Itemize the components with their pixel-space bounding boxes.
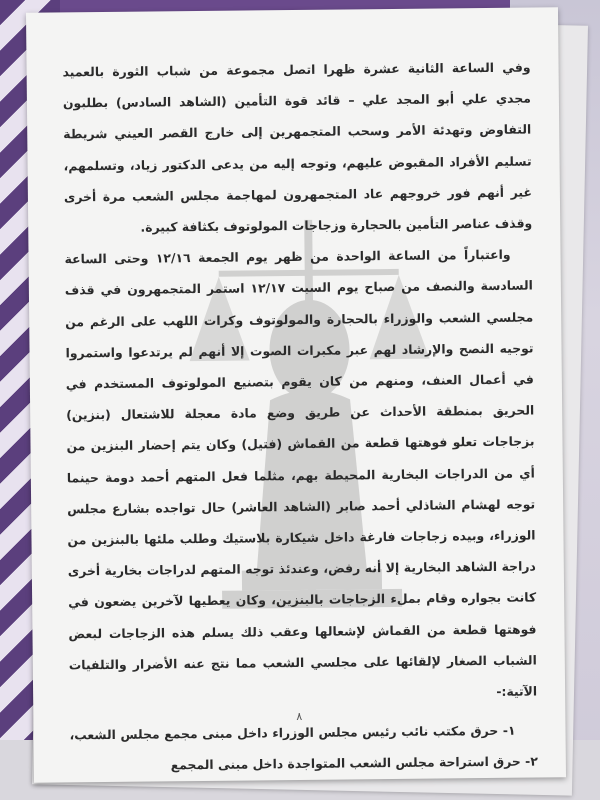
paragraph-1: وفي الساعة الثانية عشرة ظهرا اتصل مجموعة من شباب الثورة بالعميد مجدي علي أبو المجد علي – قائد قوة التأمين (الشاهد السادس) بطلبون التفاوض وتهدئة الأمر وسحب المتجمهرين إلى خارج القصر العيني شريطة تسليم الأفراد المقبوض عليهم، وتوجه إليه من يدعى الدكتور زياد، وتسلمهم، غير أنهم فور خروجهم عاد المتجمهرون لمهاجمة مجلس الشعب مرة أخرى وقذف عناصر التأمين بالحجارة وزجاجات المولوتوف بكثافة كبيرة. xyxy=(62,59,533,235)
paragraph-2: واعتباراً من الساعة الواحدة من ظهر يوم الجمعة ١٢/١٦ وحتى الساعة السادسة والنصف من صباح يوم السبت ١٢/١٧ استمر المتجمهرون في قذف مجلسي الشعب والوزراء بالحجارة والمولوتوف وكرات اللهب على الرغم من توجيه النصح والإرشاد لهم عبر مكبرات الصوت إلا أنهم لم يرتدعوا واستمروا في أعمال العنف، ومنهم من كان يقوم بتصنيع المولوتوف المستخدم في الحريق بمنطقة الأحداث عن طريق وضع مادة معجلة للاشتعال (بنزين) بزجاجات تعلو فوهتها قطعة من القماش (فتيل) وكان يتم إحضار البنزين من أي من الدراجات البخارية المحيطة بهم، مثلما فعل المتهم أحمد دومة حينما توجه لهشام الشاذلي أحمد صابر (الشاهد العاشر) حال تواجده بشارع مجلس الوزراء، وبيده زجاجات فارغة داخل شيكارة بلاستيك وطلب ملئها بالبنزين من دراجة الشاهد البخارية إلا أنه رفض، وعندئذ توجه المتهم لدراجات بخارية أخرى كانت بجواره وقام بملء الزجاجات بالبنزين، وكان يعطيها لآخرين يضعون في فوهتها قطعة من القماش لإشعالها وعقب ذلك يسلم هذه الزجاجات لبعض الشباب الصغار لإلقائها على مجلسي الشعب مما نتج عنه الأضرار والتلفيات الآتية:- xyxy=(64,246,538,699)
document-page xyxy=(26,7,566,783)
document-body xyxy=(62,52,538,783)
paragraph-3: ١- حرق مكتب نائب رئيس مجلس الوزراء داخل مبنى مجمع مجلس الشعب، ٢- حرق استراحة مجلس الشعب المتواجدة داخل مبنى المجمع xyxy=(69,722,538,773)
page-number: ٨ xyxy=(296,709,303,724)
